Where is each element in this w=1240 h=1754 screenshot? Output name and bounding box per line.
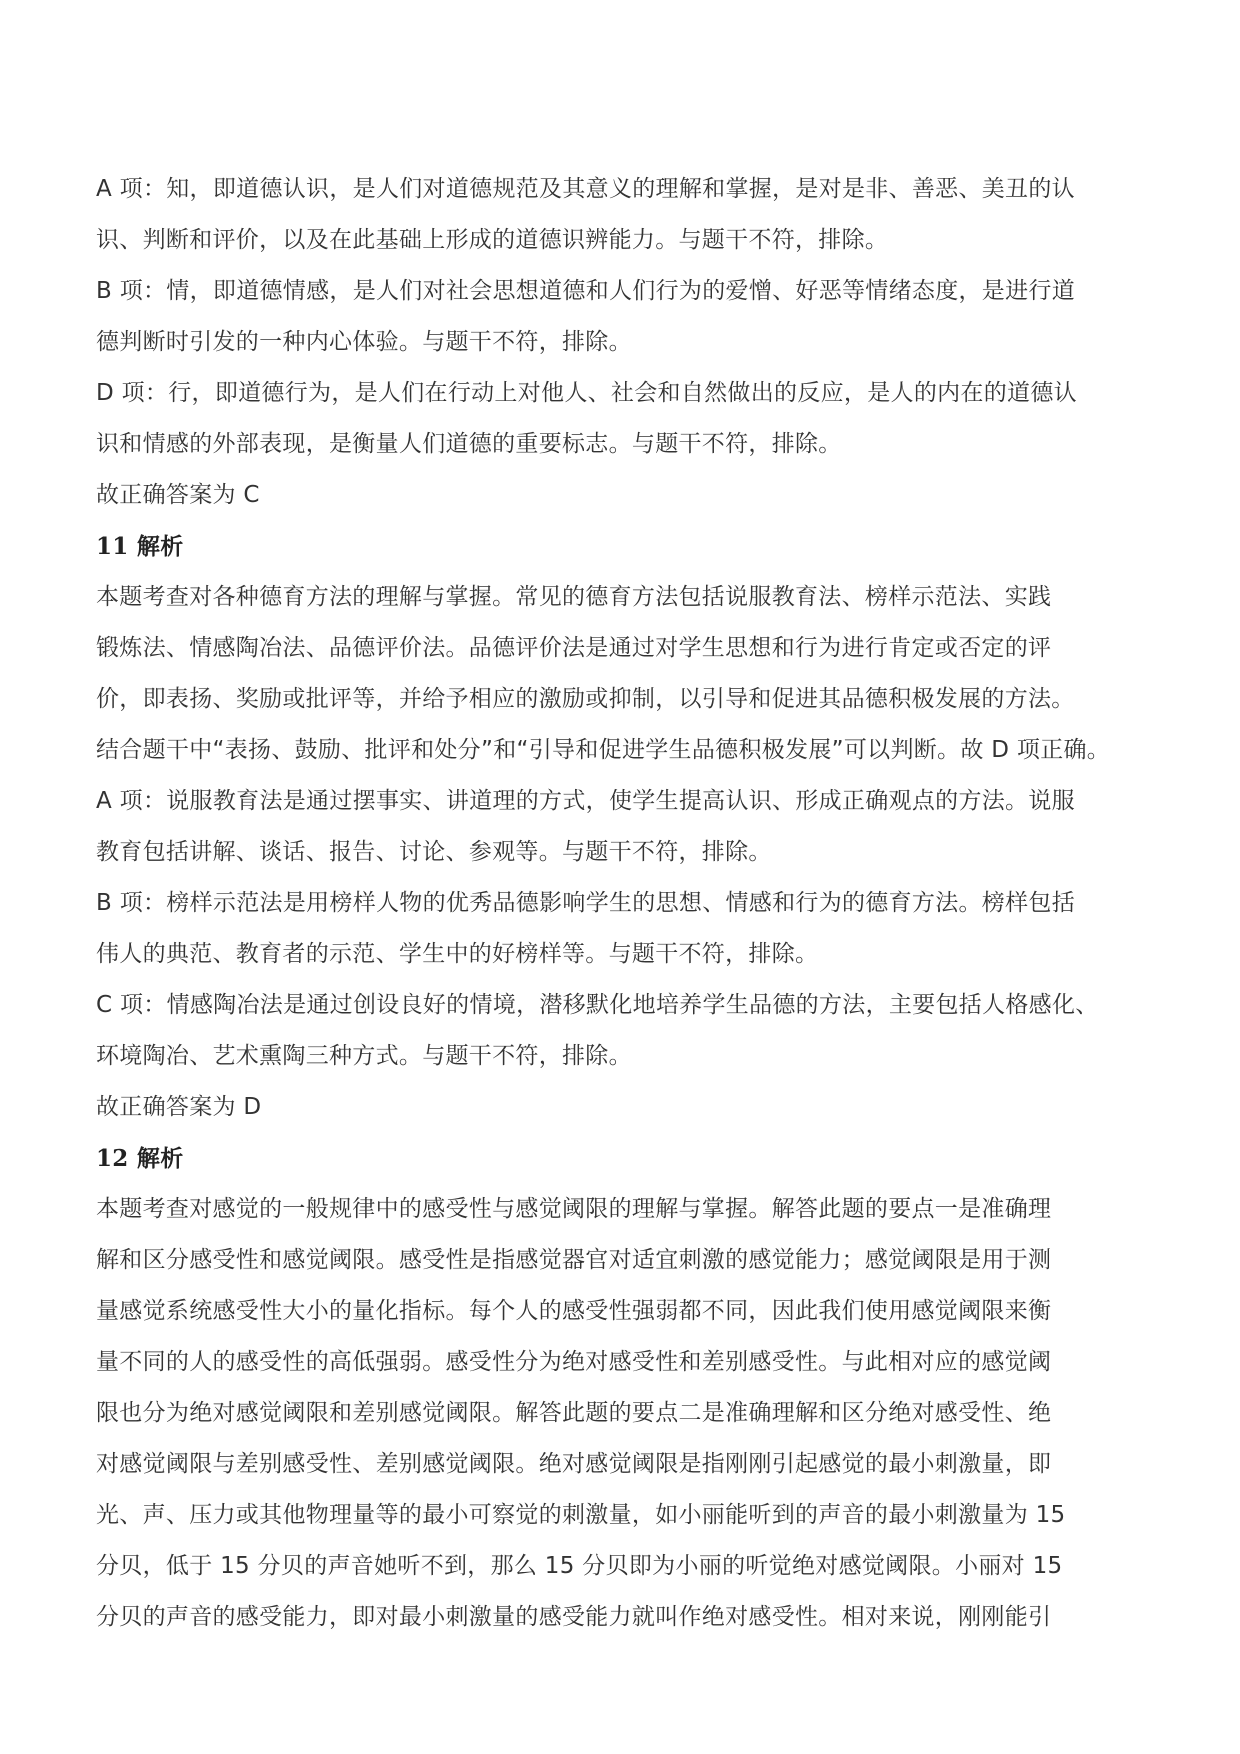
text-line: 伟人的典范、教育者的示范、学生中的好榜样等。与题干不符，排除。 <box>96 941 819 967</box>
section-heading: 12 解析 <box>96 1145 184 1172</box>
text-line: 限也分为绝对感觉阈限和差别感觉阈限。解答此题的要点二是准确理解和区分绝对感受性、绝 <box>96 1400 1052 1426</box>
text-line: 故正确答案为 D <box>96 1094 262 1120</box>
text-line: B 项：榜样示范法是用榜样人物的优秀品德影响学生的思想、情感和行为的德育方法。榜样包括 <box>96 890 1075 916</box>
text-line: 解和区分感受性和感觉阈限。感受性是指感觉器官对适宜刺激的感觉能力；感觉阈限是用于测 <box>96 1247 1052 1273</box>
section-heading: 11 解析 <box>96 533 184 560</box>
text-line: A 项：说服教育法是通过摆事实、讲道理的方式，使学生提高认识、形成正确观点的方法。说服 <box>96 788 1075 814</box>
text-line: C 项：情感陶冶法是通过创设良好的情境，潜移默化地培养学生品德的方法，主要包括人格感化、 <box>96 992 1099 1018</box>
text-line: 价，即表扬、奖励或批评等，并给予相应的激励或抑制，以引导和促进其品德积极发展的方法。 <box>96 686 1075 712</box>
text-line: 光、声、压力或其他物理量等的最小可察觉的刺激量，如小丽能听到的声音的最小刺激量为 15 <box>96 1502 1066 1528</box>
text-line: 识和情感的外部表现，是衡量人们道德的重要标志。与题干不符，排除。 <box>96 431 842 457</box>
text-line: 量不同的人的感受性的高低强弱。感受性分为绝对感受性和差别感受性。与此相对应的感觉阈 <box>96 1349 1052 1375</box>
text-line: 分贝，低于 15 分贝的声音她听不到，那么 15 分贝即为小丽的听觉绝对感觉阈限。小丽对 15 <box>96 1553 1063 1579</box>
text-line: 德判断时引发的一种内心体验。与题干不符，排除。 <box>96 329 632 355</box>
text-line: 识、判断和评价，以及在此基础上形成的道德识辨能力。与题干不符，排除。 <box>96 227 889 253</box>
text-line: 本题考查对感觉的一般规律中的感受性与感觉阈限的理解与掌握。解答此题的要点一是准确理 <box>96 1196 1052 1222</box>
text-line: 锻炼法、情感陶冶法、品德评价法。品德评价法是通过对学生思想和行为进行肯定或否定的评 <box>96 635 1052 661</box>
text-line: 教育包括讲解、谈话、报告、讨论、参观等。与题干不符，排除。 <box>96 839 772 865</box>
text-line: 分贝的声音的感受能力，即对最小刺激量的感受能力就叫作绝对感受性。相对来说，刚刚能引 <box>96 1604 1052 1630</box>
text-line: A 项：知，即道德认识，是人们对道德规范及其意义的理解和掌握，是对是非、善恶、美丑的认 <box>96 176 1075 202</box>
text-line: 量感觉系统感受性大小的量化指标。每个人的感受性强弱都不同，因此我们使用感觉阈限来衡 <box>96 1298 1052 1324</box>
text-line: 故正确答案为 C <box>96 482 260 508</box>
text-line: 环境陶冶、艺术熏陶三种方式。与题干不符，排除。 <box>96 1043 632 1069</box>
text-line: 结合题干中“表扬、鼓励、批评和处分”和“引导和促进学生品德积极发展”可以判断。故 D 项正确。 <box>96 737 1111 763</box>
text-line: 对感觉阈限与差别感受性、差别感觉阈限。绝对感觉阈限是指刚刚引起感觉的最小刺激量，即 <box>96 1451 1052 1477</box>
text-line: 本题考查对各种德育方法的理解与掌握。常见的德育方法包括说服教育法、榜样示范法、实践 <box>96 584 1052 610</box>
text-line: D 项：行，即道德行为，是人们在行动上对他人、社会和自然做出的反应，是人的内在的道德认 <box>96 380 1077 406</box>
document-body <box>96 164 1176 1643</box>
text-line: B 项：情，即道德情感，是人们对社会思想道德和人们行为的爱憎、好恶等情绪态度，是进行道 <box>96 278 1075 304</box>
